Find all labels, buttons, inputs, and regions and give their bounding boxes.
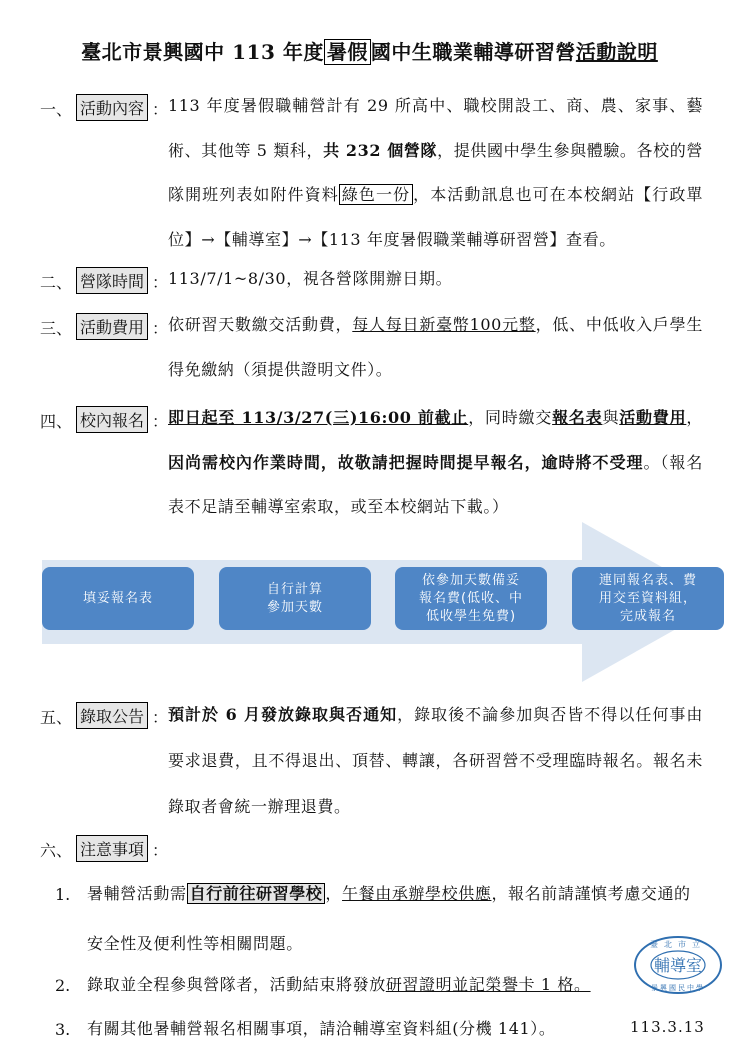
registration-flow-diagram <box>42 522 724 682</box>
svg-text:輔導室: 輔導室 <box>653 956 703 975</box>
section-number: 一、 <box>40 100 73 119</box>
document-date: 113.3.13 <box>630 1018 705 1036</box>
section-label: 錄取公告 <box>76 702 148 729</box>
flow-step-2: 自行計算 參加天數 <box>219 567 371 630</box>
title-part1: 臺北市景興國中 113 年度 <box>81 40 324 64</box>
section-number: 四、 <box>40 412 73 431</box>
document-title <box>0 36 739 65</box>
title-underlined: 活動說明 <box>575 40 658 64</box>
section-number: 五、 <box>40 708 73 727</box>
section-number: 六、 <box>40 841 73 860</box>
section-body: 依研習天數繳交活動費，每人每日新臺幣100元整，低、中低收入戶學生得免繳納（須提供證明文件）。 <box>168 315 703 379</box>
flow-step-1: 填妥報名表 <box>42 567 194 630</box>
section-label: 校內報名 <box>76 406 148 433</box>
section-label: 活動費用 <box>76 313 148 340</box>
section-number: 二、 <box>40 273 73 292</box>
section-body: 113 年度暑假職輔營計有 29 所高中、職校開設工、商、農、家事、藝術、其他等 5 類科，共 232 個營隊，提供國中學生參與體驗。各校的營隊開班列表如附件資料 綠色一份 ，本活動訊息也可在本校網站【行政單位】→【輔導室】→【113 年度暑假職業輔導研習營】查看。 <box>168 96 703 249</box>
section-body: 113/7/1~8/30，視各營隊開辦日期。 <box>168 269 453 288</box>
title-boxed: 暑假 <box>324 39 371 65</box>
svg-text:景興國民中學: 景興國民中學 <box>651 984 705 992</box>
section-label: 營隊時間 <box>76 267 148 294</box>
section-body: 預計於 6 月發放錄取與否通知，錄取後不論參加與否皆不得以任何事由要求退費，且不得退出、頂替、轉讓，各研習營不受理臨時報名。報名未錄取者會統一辦理退費。 <box>168 705 703 816</box>
section-label: 活動內容 <box>76 94 148 121</box>
section-number: 三、 <box>40 319 73 338</box>
title-part2: 國中生職業輔導研習營 <box>370 40 576 64</box>
section-body: 即日起至 113/3/27(三)16:00 前截止，同時繳交報名表與活動費用，因尚需校內作業時間，故敬請把握時間提早報名，逾時將不受理。（報名表不足請至輔導室索取，或至本校網站下載。） <box>168 408 703 516</box>
flow-step-4: 連同報名表、費 用交至資料組， 完成報名 <box>572 567 724 630</box>
section-label: 注意事項 <box>76 835 148 862</box>
guidance-office-stamp <box>633 935 723 995</box>
stamp-seal-icon <box>633 935 723 995</box>
svg-text:臺北市立: 臺北市立 <box>650 940 706 949</box>
flow-step-3: 依參加天數備妥 報名費(低收、中 低收學生免費) <box>395 567 547 630</box>
